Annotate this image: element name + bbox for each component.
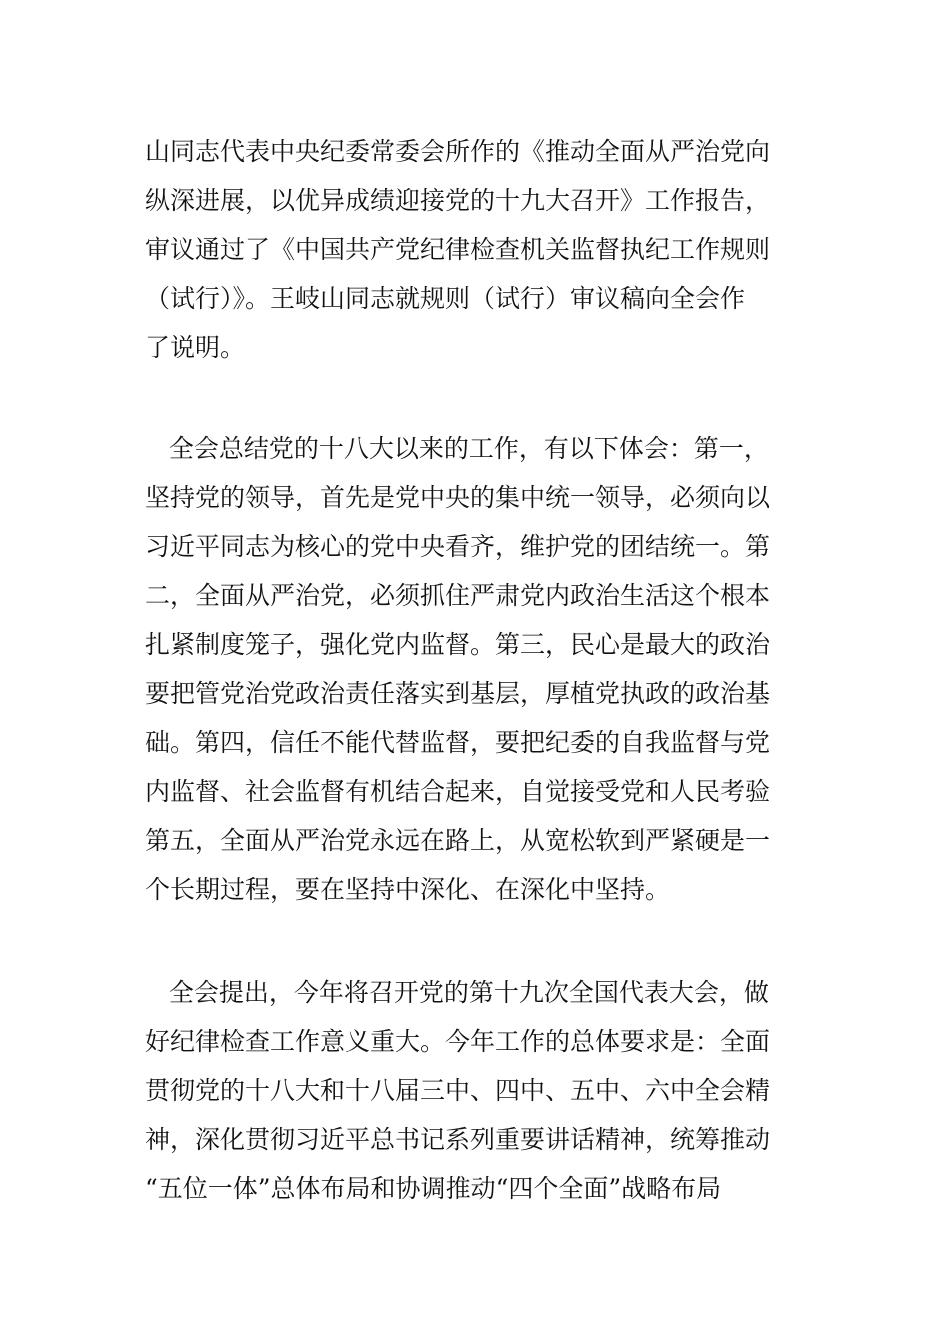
paragraph-1 <box>145 127 810 372</box>
text-line: 个长期过程，要在坚持中深化、在深化中坚持。 <box>145 875 671 904</box>
text-line: 审议通过了《中国共产党纪律检查机关监督执纪工作规则 <box>145 235 771 264</box>
paragraph-3 <box>145 968 810 1213</box>
text-line: 纵深进展，以优异成绩迎接党的十九大召开》工作报告， <box>145 186 771 215</box>
text-line: 内监督、社会监督有机结合起来，自觉接受党和人民考验 <box>145 777 771 806</box>
text-line: 二，全面从严治党，必须抓住严肃党内政治生活这个根本 <box>145 581 771 610</box>
text-line: 了说明。 <box>145 333 246 362</box>
text-line: 础。第四，信任不能代替监督，要把纪委的自我监督与党 <box>145 728 771 757</box>
text-line: 贯彻党的十八大和十八届三中、四中、五中、六中全会精 <box>145 1076 771 1105</box>
text-line: 第五，全面从严治党永远在路上，从宽松软到严紧硬是一 <box>145 826 771 855</box>
text-line: 习近平同志为核心的党中央看齐，维护党的团结统一。第 <box>145 532 771 561</box>
text-line: 好纪律检查工作意义重大。今年工作的总体要求是：全面 <box>145 1027 771 1056</box>
text-line: 神，深化贯彻习近平总书记系列重要讲话精神，统筹推动 <box>145 1125 771 1154</box>
paragraph-2 <box>145 424 810 914</box>
text-line: 全会提出，今年将召开党的第十九次全国代表大会，做 <box>145 978 769 1007</box>
text-line: “五位一体”总体布局和协调推动“四个全面”战略布局 <box>145 1174 722 1203</box>
text-line: 扎紧制度笼子，强化党内监督。第三，民心是最大的政治 <box>145 630 771 659</box>
text-line: （试行）》。王岐山同志就规则（试行）审议稿向全会作 <box>145 284 746 313</box>
text-line: 全会总结党的十八大以来的工作，有以下体会：第一， <box>145 434 769 463</box>
text-line: 要把管党治党政治责任落实到基层，厚植党执政的政治基 <box>145 679 771 708</box>
text-line: 坚持党的领导，首先是党中央的集中统一领导，必须向以 <box>145 483 771 512</box>
text-line: 山同志代表中央纪委常委会所作的《推动全面从严治党向 <box>145 137 771 166</box>
